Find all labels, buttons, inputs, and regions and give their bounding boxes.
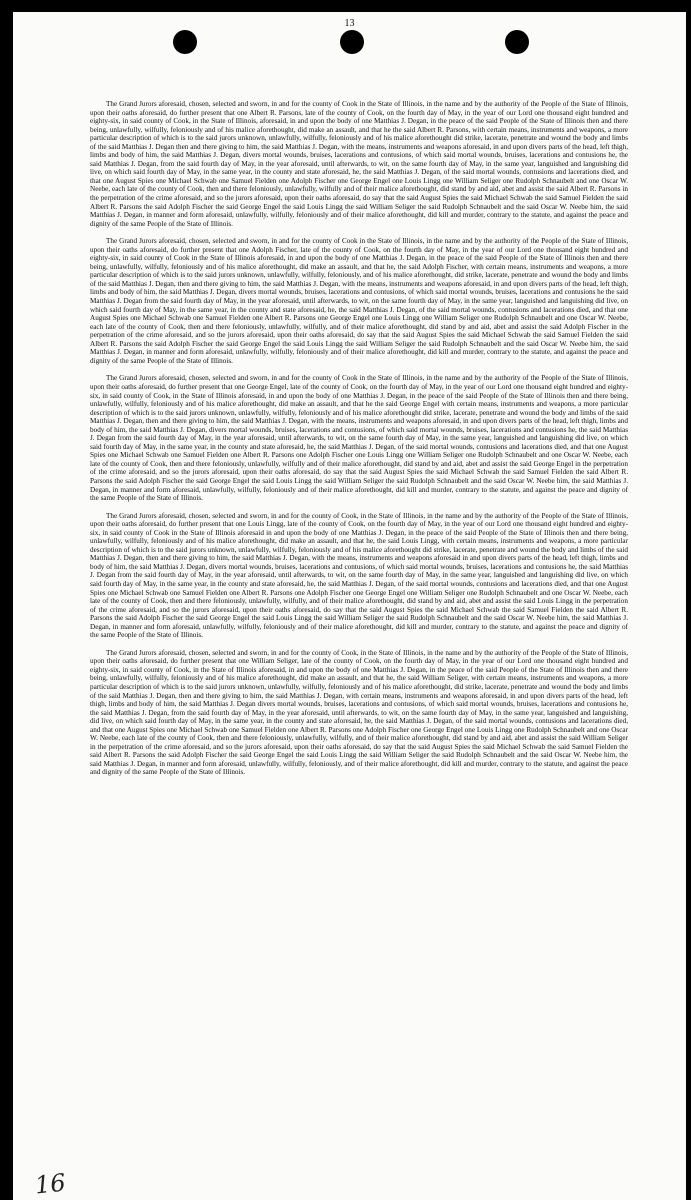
punch-hole: [505, 30, 529, 54]
paragraph-count-engel: The Grand Jurors aforesaid, chosen, selected and sworn, in and for the county of Cook in the State of Illinois, in the name and by the authority of the People of the State of Illinois, upon their oaths aforesaid, do further present that one George Engel, late of the county of Cook, on the fourth day of May, in the year of our Lord one thousand eight hundred and eighty-six, in said county of Cook, in the State of Illinois aforesaid, in and upon the body of one Matthias J. Degan, in the peace of the said People of the State of Illinois then and there being, unlawfully, wilfully, feloniously and of his malice aforethought, did make an assault, and that he the said George Engel with certain means, instruments and weapons, a more particular description of which is to the said jurors unknown, unlawfully, wilfully, feloniously and of his malice aforethought did strike, lacerate, penetrate and wound the body and limbs of the said Matthias J. Degan, then and there giving to him, the said Matthias J. Degan, with the means, instruments and weapons aforesaid, in and upon divers parts of the head, left thigh, limbs and body of him, the said Matthias J. Degan, divers mortal wounds, bruises, lacerations and contusions, of which said mortal wounds, bruises, lacerations and contusions he, the said Matthias J. Degan from the said fourth day of May, in the year aforesaid, until afterwards, to wit, on the same fourth day of May, in the same year, languished and languishing did live, on which said fourth day of May, in the same year, in the county and state aforesaid, he, the said Matthias J. Degan, of the said mortal wounds, contusions and lacerations died, and that one August Spies one Michael Schwab one Samuel Fielden one Albert R. Parsons one Adolph Fischer one Louis Lingg one William Seliger one Rudolph Schnaubelt and one Oscar W. Neebe, each late of the county of Cook, then and there feloniously, unlawfully, wilfully and of their malice aforethought, did stand by and aid, abet and assist the said George Engel in the perpetration of the crime aforesaid, and so the jurors aforesaid, upon their oaths aforesaid, do say that the said August Spies the said Michael Schwab the said Samuel Fielden the said Albert R. Parsons the said Adolph Fischer the said George Engel the said Louis Lingg the said William Seliger the said Rudolph Schnaubelt and the said Oscar W. Neebe him, the said Matthias J. Degan, in manner and form aforesaid, unlawfully, wilfully, feloniously and of their malice aforethought, did kill and murder, contrary to the statute, and against the peace and dignity of the same People of the State of Illinois.: [90, 374, 628, 503]
page-number: 13: [344, 18, 355, 29]
scan-border: [0, 0, 691, 12]
punch-hole: [173, 30, 197, 54]
paragraph-count-seliger: The Grand Jurors aforesaid, chosen, selected and sworn, in and for the county of Cook, in the State of Illinois, in the name and by the authority of the People of the State of Illinois, upon their oaths aforesaid, do further present that one William Seliger, late of the county of Cook, on the fourth day of May, in the year of our Lord one thousand eight hundred and eighty-six, in said county of Cook, in the State of Illinois aforesaid, in and upon the body of one Matthias J. Degan, in the peace of the said People of the State of Illinois then and there being, unlawfully, wilfully, feloniously and of his malice aforethought, did make an assault, and that he, the said William Seliger, with certain means, instruments and weapons, a more particular description of which is to the said jurors unknown, unlawfully, wilfully, feloniously and of his malice aforethought, did strike, lacerate, penetrate and wound the body and limbs of the said Matthias J. Degan, then and there giving to him, the said Matthias J. Degan, with certain means, instruments and weapons aforesaid, in and upon divers parts of the head, left thigh, limbs and body of him, the said Matthias J. Degan divers mortal wounds, bruises, lacerations and contusions, of which said mortal wounds, bruises, lacerations and contusions he, the said Matthias J. Degan, from the said fourth day of May, in the year aforesaid, until afterwards, to wit, on the same fourth day of May, in the same year, languished and languishing, did live, on which said fourth day of May, in the same year, in the county and state aforesaid, he, the said Matthias J. Degan, of the said mortal wounds, contusions and lacerations died, and that one August Spies one Michael Schwab one Samuel Fielden one Albert R. Parsons one Adolph Fischer one George Engel one Louis Lingg one Rudolph Schnaubelt and one Oscar W. Neebe, each late of the county of Cook, then and there feloniously, unlawfully, wilfully, and of their malice aforethought, did stand by and aid, abet and assist the said William Seliger in the perpetration of the crime aforesaid, and so the jurors aforesaid, upon their oaths aforesaid, do say that the said August Spies the said Michael Schwab the said Samuel Fielden the said Albert R. Parsons the said Adolph Fischer the said George Engel the said Louis Lingg the said William Seliger the said Rudolph Schnaubelt and the said Oscar W. Neebe him, the said Matthias J. Degan, in manner and form aforesaid, unlawfully, wilfully, feloniously, and of their malice aforethought, did kill and murder, contrary to the statute, and against the peace and dignity of the same People of the State of Illinois.: [90, 648, 628, 777]
paragraph-count-parsons: The Grand Jurors aforesaid, chosen, selected and sworn, in and for the county of Cook in the State of Illinois, in the name and by the authority of the People of the State of Illinois, upon their oaths aforesaid, do further present that one Albert R. Parsons, late of the county of Cook, on the fourth day of May, in the year of our Lord one thousand eight hundred and eighty-six, in said county of Cook, in the State of Illinois, aforesaid, in and upon the body of one Matthias J. Degan, in the peace of the said People of the State of Illinois then and there being, unlawfully, wilfully, feloniously and of his malice aforethought, did make an assault, and that he the said Albert R. Parsons, with certain means, instruments and weapons, a more particular description of which is to the said jurors unknown, unlawfully, wilfully, feloniously and of his malice aforethought did strike, lacerate, penetrate and wound the body and limbs of the said Matthias J. Degan then and there giving to him, the said Matthias J. Degan, with the means, instruments and weapons aforesaid, in and upon divers parts of the head, left thigh, limbs and body of him, the said Matthias J. Degan, divers mortal wounds, bruises, lacerations and contusions, of which said mortal wounds, bruises, lacerations and contusions he, the said Matthias J. Degan, from the said fourth day of May, in the year aforesaid, until afterwards, to wit, on the same fourth day of May, in the same year, languished and languishing did live, on which said fourth day of May, in the same year, in the county and state aforesaid, he, the said Matthias J. Degan, of the said mortal wounds, contusions and lacerations died, and that one August Spies one Michael Schwab one Samuel Fielden one Adolph Fischer one George Engel one Louis Lingg one William Seliger one Rudolph Schnaubelt and one Oscar W. Neebe, each late of the county of Cook, then and there feloniously, unlawfully, wilfully and of their malice aforethought, did stand by and aid, abet and assist the said Albert R. Parsons in the perpetration of the crime aforesaid, and so the jurors aforesaid, upon their oaths aforesaid, do say that the said August Spies the said Michael Schwab the said Samuel Fielden the said Albert R. Parsons the said Adolph Fischer the said George Engel the said Louis Lingg the said William Seliger the said Rudolph Schnaubelt and the said Oscar W. Neebe him, the said Matthias J. Degan, in manner and form aforesaid, unlawfully, wilfully, feloniously and of their malice aforethought, did kill and murder, contrary to the statute, and against the peace and dignity of the same People of the State of Illinois.: [90, 100, 628, 228]
handwritten-page-note: 16: [33, 1168, 67, 1200]
punch-hole: [340, 30, 364, 54]
paragraph-count-lingg: The Grand Jurors aforesaid, chosen, selected and sworn, in and for the county of Cook, in the State of Illinois, in the name and by the authority of the People of the State of Illinois, upon their oaths aforesaid, do further present that one Louis Lingg, late of the county of Cook, on the fourth day of May, in the year of our Lord one thousand eight hundred and eighty-six, in said county of Cook in the State of Illinois aforesaid in and upon the body of one Matthias J. Degan, in the peace of the said People of the State of Illinois then and there being, unlawfully, wilfully, feloniously and of his malice aforethought, did make an assault, and that he, the said Louis Lingg, with certain means, instruments and weapons, a more particular description of which is to the said jurors unknown, unlawfully, wilfully, feloniously and of his malice aforethought did strike, lacerate, penetrate and wound the body and limbs of the said Matthias J. Degan, then and there giving to him, the said Matthias J. Degan, with the means, instruments and weapons aforesaid in and upon divers parts of the head, left thigh, limbs and body of him, the said Matthias J. Degan, divers mortal wounds, bruises, lacerations and contusions, of which said mortal wounds, bruises, lacerations and contusions he, the said Matthias J. Degan from the said fourth day of May, in the year aforesaid, until afterwards, to wit, on the same fourth day of May, in the same year, languished and languishing did live, on which said fourth day of May, in the same year, in the county and state aforesaid, he, the said Matthias J. Degan, of the said mortal wounds, contusions and lacerations died, and that one August Spies one Michael Schwab one Samuel Fielden one Albert R. Parsons one Adolph Fischer one George Engel one William Seliger one Rudolph Schnaubelt and one Oscar W. Neebe, each late of the county of Cook, then and there feloniously, unlawfully, wilfully, and of their malice aforethought, did stand by and aid, abet and assist the said Louis Lingg in the perpetration of the crime aforesaid, and so the jurors aforesaid, upon their oaths aforesaid, do say that the said August Spies the said Michael Schwab the said Samuel Fielden the said Albert R. Parsons the said Adolph Fischer the said George Engel the said Louis Lingg the said William Seliger the said Rudolph Schnaubelt and the said Oscar W. Neebe him, the said Matthias J. Degan, in manner and form aforesaid, unlawfully, wilfully, feloniously and of their malice aforethought, did kill and murder, contrary to the statute, and against the peace and dignity of the same People of the State of Illinois.: [90, 511, 628, 640]
indictment-text: [90, 100, 628, 786]
paragraph-count-fischer: The Grand Jurors aforesaid, chosen, selected and sworn, in and for the county of Cook in the State of Illinois, in the name and by the authority of the People of the State of Illinois, upon their oaths aforesaid, do further present that one Adolph Fischer, late of the county of Cook, on the fourth day of May, in the year of our Lord one thousand eight hundred and eighty-six, in said county of Cook in the State of Illinois aforesaid, in and upon the body of one Matthias J. Degan, in the peace of the said People of the State of Illinois then and there being, unlawfully, wilfully, feloniously and of his malice aforethought, did make an assault, and that he, the said Adolph Fischer, with certain means, instruments and weapons, a more particular description of which is to the said jurors unknown, unlawfully, wilfully, feloniously, and of his malice aforethought, did strike, lacerate, penetrate and wound the body and limbs of the said Matthias J. Degan, then and there giving to him, the said Matthias J. Degan, with the means, instruments and weapons aforesaid, in and upon divers parts of the head, left thigh, limbs and body of him, the said Matthias J. Degan, divers mortal wounds, bruises, lacerations and contusions, of which said mortal wounds, bruises, lacerations and contusions he the said Matthias J. Degan from the said fourth day of May, in the year aforesaid, until afterwards, to wit, on the same fourth day of May, in the same year, languished and languishing did live, on which said fourth day of May, in the same year, in the county and state aforesaid, he, the said Matthias J. Degan, of the said mortal wounds, contusions and lacerations died, and that one August Spies one Michael Schwab one Samuel Fielden one Albert R. Parsons one George Engel one Louis Lingg one William Seliger one Rudolph Schnaubelt and one Oscar W. Neebe, each late of the county of Cook, then and there feloniously, unlawfully, wilfully, and of their malice aforethought, did stand by and aid, abet and assist the said Adolph Fischer in the perpetration of the crime aforesaid, and so the jurors aforesaid, upon their oaths aforesaid, do say that the said August Spies the said Michael Schwab the said Samuel Fielden the said Albert R. Parsons the said Adolph Fischer the said George Engel the said Louis Lingg the said William Seliger the said Rudolph Schnaubelt and the said Oscar W. Neebe him, the said Matthias J. Degan, in manner and form aforesaid, unlawfully, wilfully, feloniously and of their malice aforethought, did kill and murder, contrary to the statute, and against the peace and dignity of the same People of the State of Illinois.: [90, 237, 628, 365]
document-page: [13, 12, 686, 1200]
